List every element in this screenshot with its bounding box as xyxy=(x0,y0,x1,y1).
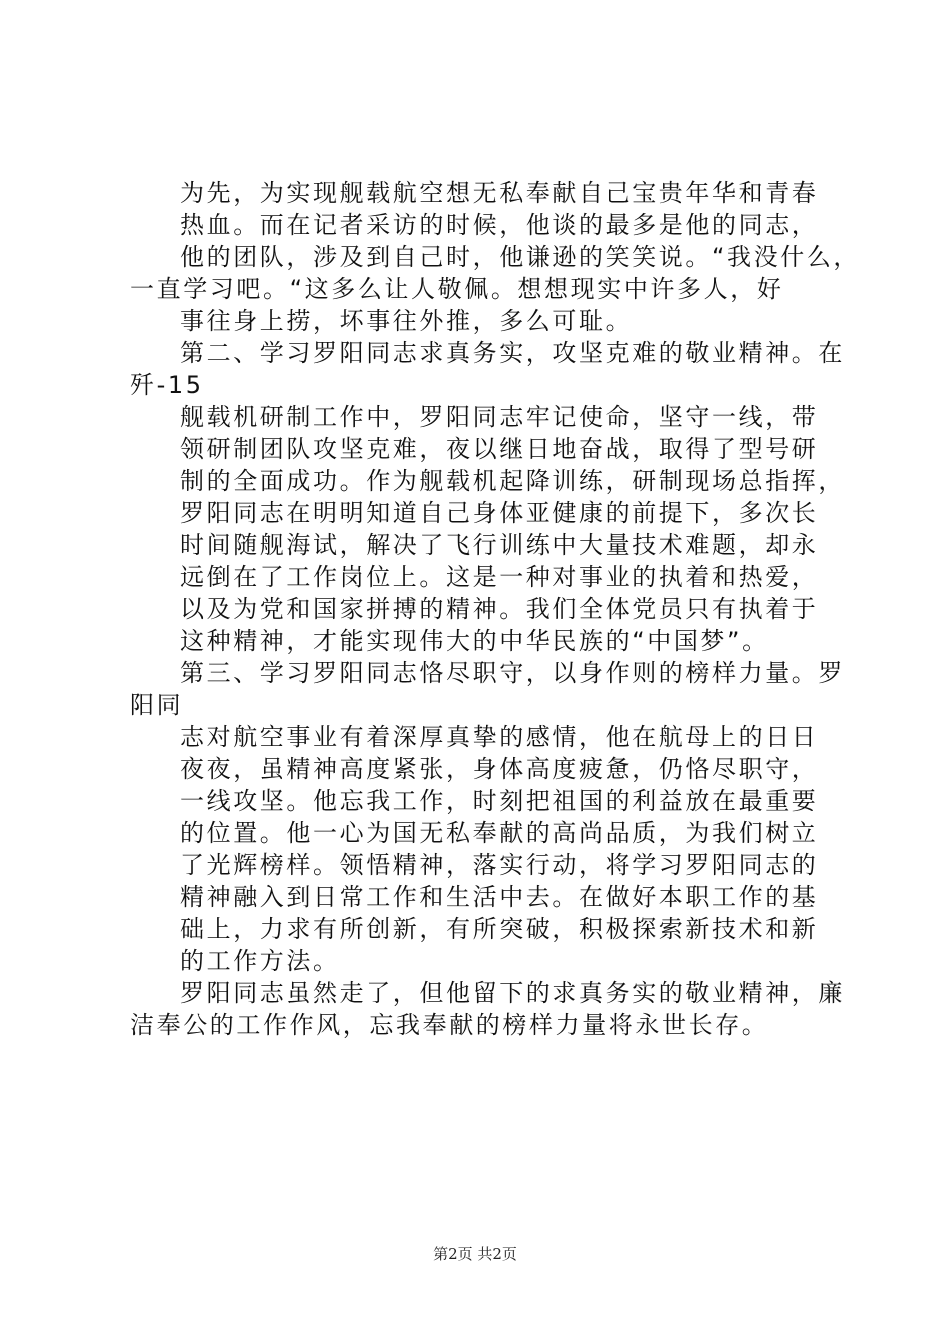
text-line: 了光辉榜样。领悟精神，落实行动，将学习罗阳同志的 xyxy=(180,851,819,879)
text-line: 一直学习吧。“这多么让人敬佩。想想现实中许多人，好 xyxy=(130,275,784,303)
text-line: 歼-15 xyxy=(130,371,204,399)
text-line: 第三、学习罗阳同志恪尽职守，以身作则的榜样力量。罗 xyxy=(180,659,845,687)
text-line: 制的全面成功。作为舰载机起降训练，研制现场总指挥， xyxy=(180,467,845,495)
page-number-footer: 第2页 共2页 xyxy=(433,1245,517,1263)
text-line: 时间随舰海试，解决了飞行训练中大量技术难题，却永 xyxy=(180,531,819,559)
text-line: 领研制团队攻坚克难，夜以继日地奋战，取得了型号研 xyxy=(180,435,819,463)
text-line: 舰载机研制工作中，罗阳同志牢记使命，坚守一线，带 xyxy=(180,403,819,431)
text-line: 罗阳同志在明明知道自己身体亚健康的前提下，多次长 xyxy=(180,499,819,527)
text-line: 第二、学习罗阳同志求真务实，攻坚克难的敬业精神。在 xyxy=(180,339,845,367)
text-line: 事往身上捞，坏事往外推，多么可耻。 xyxy=(180,307,633,335)
text-line: 远倒在了工作岗位上。这是一种对事业的执着和热爱， xyxy=(180,563,819,591)
text-line: 夜夜，虽精神高度紧张，身体高度疲惫，仍恪尽职守， xyxy=(180,755,819,783)
text-line: 精神融入到日常工作和生活中去。在做好本职工作的基 xyxy=(180,883,819,911)
text-line: 的位置。他一心为国无私奉献的高尚品质，为我们树立 xyxy=(180,819,819,847)
text-line: 的工作方法。 xyxy=(180,947,340,975)
text-line: 础上，力求有所创新，有所突破，积极探索新技术和新 xyxy=(180,915,819,943)
text-line: 阳同 xyxy=(130,691,184,719)
text-line: 志对航空事业有着深厚真挚的感情，他在航母上的日日 xyxy=(180,723,819,751)
text-line: 这种精神，才能实现伟大的中华民族的“中国梦”。 xyxy=(180,627,769,655)
text-line: 热血。而在记者采访的时候，他谈的最多是他的同志， xyxy=(180,211,819,239)
text-line: 罗阳同志虽然走了，但他留下的求真务实的敬业精神，廉 xyxy=(180,979,845,1007)
text-line: 洁奉公的工作作风，忘我奉献的榜样力量将永世长存。 xyxy=(130,1011,769,1039)
text-line: 一线攻坚。他忘我工作，时刻把祖国的利益放在最重要 xyxy=(180,787,819,815)
text-line: 他的团队，涉及到自己时，他谦逊的笑笑说。“我没什么， xyxy=(180,243,861,271)
text-line: 为先，为实现舰载航空想无私奉献自己宝贵年华和青春 xyxy=(180,179,819,207)
text-line: 以及为党和国家拼搏的精神。我们全体党员只有执着于 xyxy=(180,595,819,623)
